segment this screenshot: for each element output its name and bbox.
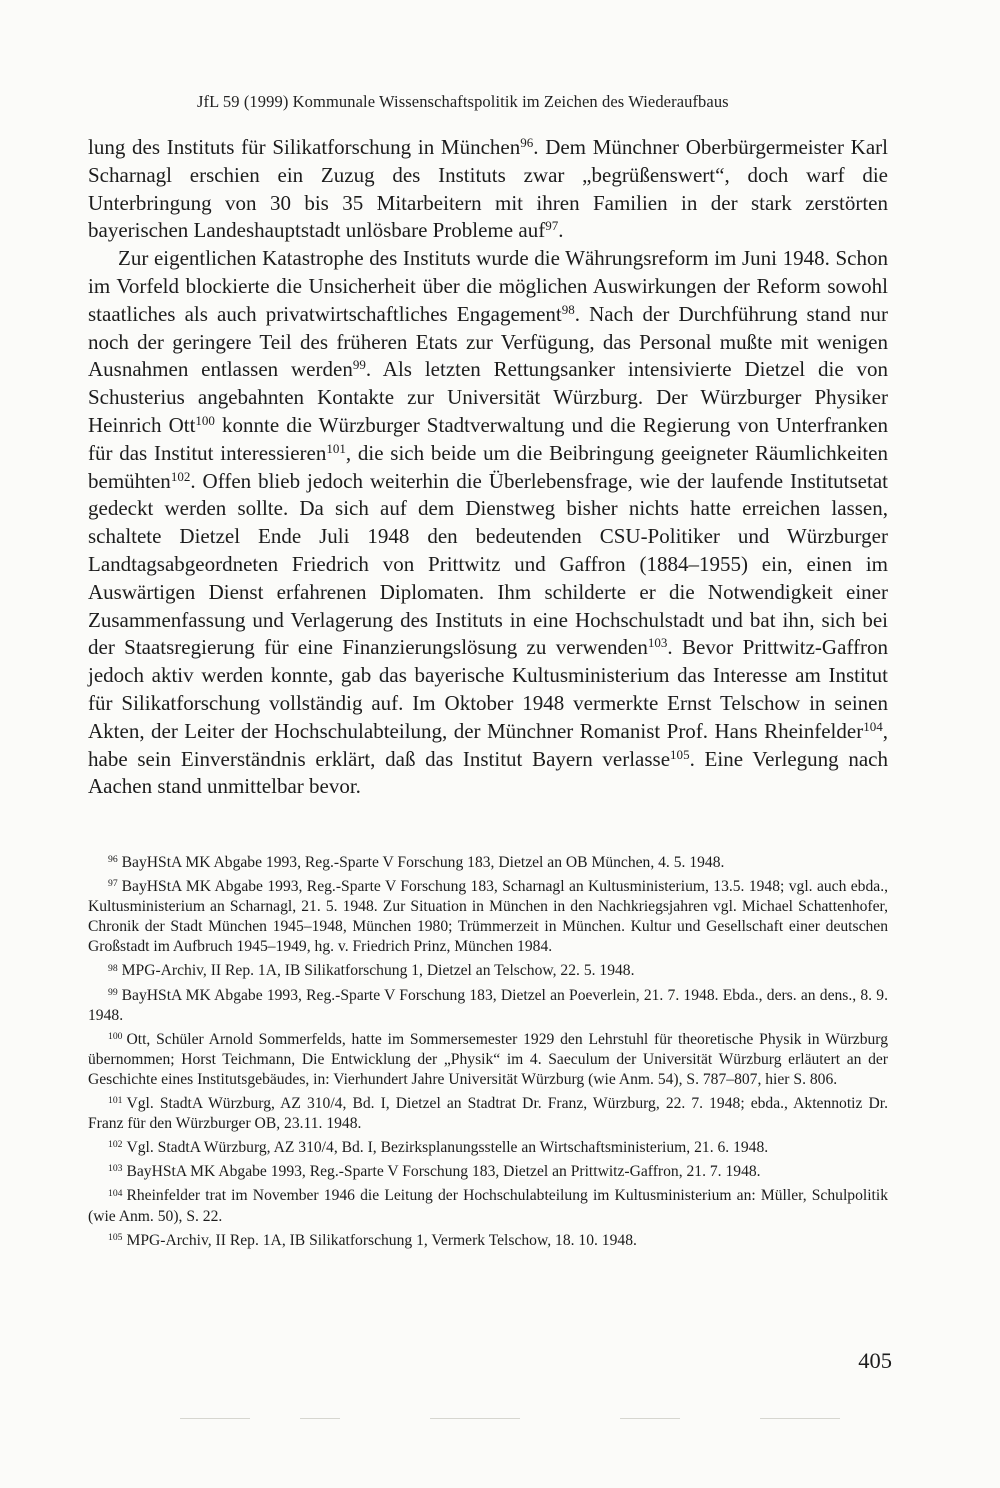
- text-run: . Eine Verlegung nach Aachen stand unmittelbar bevor.: [88, 746, 888, 799]
- text-run: konnte die Würzburger Stadtverwaltung und die Regierung von Unterfranken für das Institut interessieren: [88, 412, 888, 465]
- footnote-text: BayHStA MK Abgabe 1993, Reg.-Sparte V Forschung 183, Dietzel an Prittwitz-Gaffron, 21. 7. 1948.: [126, 1163, 761, 1181]
- text-run: lung des Instituts für Silikatforschung in München: [88, 135, 521, 159]
- footnote-text: MPG-Archiv, II Rep. 1A, IB Silikatforschung 1, Dietzel an Telschow, 22. 5. 1948.: [121, 962, 635, 980]
- footnote-text: Ott, Schüler Arnold Sommerfelds, hatte im Sommersemester 1929 den Lehrstuhl für theoretische Physik in Würzburg übernommen; Horst Teichmann, Die Entwicklung der „Physik“ im 4. Saeculum der Universität Würzburg erläutert an der Geschichte eines Institutsgebäudes, in: Vierhundert Jahre Universität Würzburg (wie Anm. 54), S. 787–807, hier S. 806.: [88, 1030, 888, 1088]
- footnote: [88, 853, 888, 873]
- text-run: , die sich beide um die Beibringung geeigneter Räumlichkeiten bemühten: [88, 440, 888, 493]
- page-number: 405: [858, 1348, 892, 1373]
- footnote-ref: 104: [863, 718, 883, 734]
- footnote-number: 102: [108, 1139, 123, 1151]
- footnote-text: MPG-Archiv, II Rep. 1A, IB Silikatforschung 1, Vermerk Telschow, 18. 10. 1948.: [126, 1231, 637, 1249]
- footnote-ref: 100: [195, 412, 215, 428]
- footnote: [88, 1030, 888, 1090]
- text-run: . Als letzten Rettungsanker intensivierte Dietzel die von Schusterius angebahnten Kontakte zur Universität Würzburg. Der Würzburger Physiker Heinrich Ott: [88, 357, 889, 437]
- footnote-text: Rheinfelder trat im November 1946 die Leitung der Hochschulabteilung im Kultusministerium an: Müller, Schulpolitik (wie Anm. 50), S. 22.: [88, 1187, 888, 1225]
- footnote-number: 100: [108, 1030, 123, 1042]
- footnote-ref: 98: [561, 301, 575, 317]
- footnote-ref: 101: [326, 440, 346, 456]
- footnote-ref: 96: [520, 134, 534, 150]
- scan-edge-marks: [0, 1418, 1000, 1420]
- footnote-number: 98: [108, 962, 118, 974]
- footnote-number: 101: [108, 1095, 123, 1107]
- running-header: JfL 59 (1999) Kommunale Wissenschaftspolitik im Zeichen des Wiederaufbaus: [197, 92, 729, 111]
- footnote: [88, 961, 888, 981]
- footnote-ref: 105: [670, 746, 690, 762]
- footnote: [88, 1162, 888, 1182]
- text-run: . Dem Münchner Oberbürgermeister Karl Scharnagl erschien ein Zuzug des Instituts zwar „begrüßenswert“, doch warf die Unterbringung von 30 bis 35 Mitarbeitern mit ihren Familien in der stark zerstörten bayerischen Landeshauptstadt unlösbare Probleme auf: [88, 135, 888, 243]
- footnote-text: BayHStA MK Abgabe 1993, Reg.-Sparte V Forschung 183, Dietzel an OB München, 4. 5. 1948.: [121, 854, 725, 871]
- paragraph: [88, 134, 888, 245]
- footnote-number: 97: [108, 878, 118, 890]
- text-run: . Nach der Durchführung stand nur noch der geringere Teil des früheren Etats zur Verfügung, das Personal mußte mit wenigen Ausnahmen entlassen werden: [88, 301, 888, 382]
- text-run: . Offen blieb jedoch weiterhin die Überlebensfrage, wie der laufende Institutsetat gedeckt werden sollte. Da sich auf dem Dienstweg bisher nichts hatte erreichen lassen, schaltete Dietzel Ende Juli 1948 den bedeutenden CSU-Politiker und Würzburger Landtagsabgeordneten Friedrich von Prittwitz und Gaffron (1884–1955) ein, einen im Auswärtigen Dienst erfahrenen Diplomaten. Ihm schilderte er die Notwendigkeit einer Zusammenfassung und Verlagerung des Instituts in eine Hochschulstadt und bat ihn, sich bei der Staatsregierung für eine Finanzierungslösung zu verwenden: [88, 468, 888, 660]
- paragraph: [88, 245, 888, 801]
- footnote-number: 96: [108, 854, 118, 866]
- footnote-number: 103: [108, 1163, 123, 1175]
- footnote-text: BayHStA MK Abgabe 1993, Reg.-Sparte V Forschung 183, Dietzel an Poeverlein, 21. 7. 1948. Ebda., ders. an dens., 8. 9. 1948.: [88, 986, 888, 1024]
- footnote: [88, 1186, 888, 1226]
- footnote-number: 104: [108, 1187, 123, 1199]
- footnote: [88, 1138, 888, 1158]
- footnote: [88, 986, 888, 1026]
- footnote-text: Vgl. StadtA Würzburg, AZ 310/4, Bd. I, Bezirksplanungsstelle an Wirtschaftsministerium, 21. 6. 1948.: [126, 1139, 769, 1157]
- footnote-number: 99: [108, 986, 118, 998]
- footnote: [88, 1094, 888, 1134]
- footnote-text: BayHStA MK Abgabe 1993, Reg.-Sparte V Forschung 183, Scharnagl an Kultusministerium, 13.5. 1948; vgl. auch ebda., Kultusministerium an Scharnagl, 21. 5. 1948. Zur Situation in München in den Nachkriegsjahren vgl. Michael Schattenhofer, Chronik der Stadt München 1945–1948, München 1980; Trümmerzeit in München. Kultur und Gesellschaft einer deutschen Großstadt im Aufbruch 1945–1949, hg. v. Friedrich Prinz, München 1984.: [88, 878, 888, 956]
- footnote-ref: 103: [647, 635, 668, 651]
- footnote: [88, 877, 888, 957]
- footnote-ref: 102: [170, 468, 191, 484]
- text-run: . Bevor Prittwitz-Gaffron jedoch aktiv werden konnte, gab das bayerische Kultusministerium das Interesse am Institut für Silikatforschung vollständig auf. Im Oktober 1948 vermerkte Ernst Telschow in seinen Akten, der Leiter der Hochschulabteilung, der Münchner Romanist Prof. Hans Rheinfelder: [88, 635, 889, 743]
- text-run: Zur eigentlichen Katastrophe des Instituts wurde die Währungsreform im Juni 1948. Schon im Vorfeld blockierte die Unsicherheit über die möglichen Auswirkungen der Reform sowohl staatliches als auch privatwirtschaftliches Engagement: [88, 246, 888, 326]
- footnote-ref: 97: [545, 218, 559, 234]
- footnote: [88, 1231, 888, 1251]
- text-run: , habe sein Einverständnis erklärt, daß das Institut Bayern verlasse: [88, 718, 888, 771]
- main-text: [88, 134, 888, 801]
- footnote-ref: 99: [352, 357, 366, 373]
- footnote-number: 105: [108, 1231, 123, 1243]
- footnotes: [88, 853, 888, 1255]
- text-run: .: [558, 218, 564, 243]
- footnote-text: Vgl. StadtA Würzburg, AZ 310/4, Bd. I, Dietzel an Stadtrat Dr. Franz, Würzburg, 22. 7. 1948; ebda., Aktennotiz Dr. Franz für den Würzburger OB, 23.11. 1948.: [88, 1095, 888, 1133]
